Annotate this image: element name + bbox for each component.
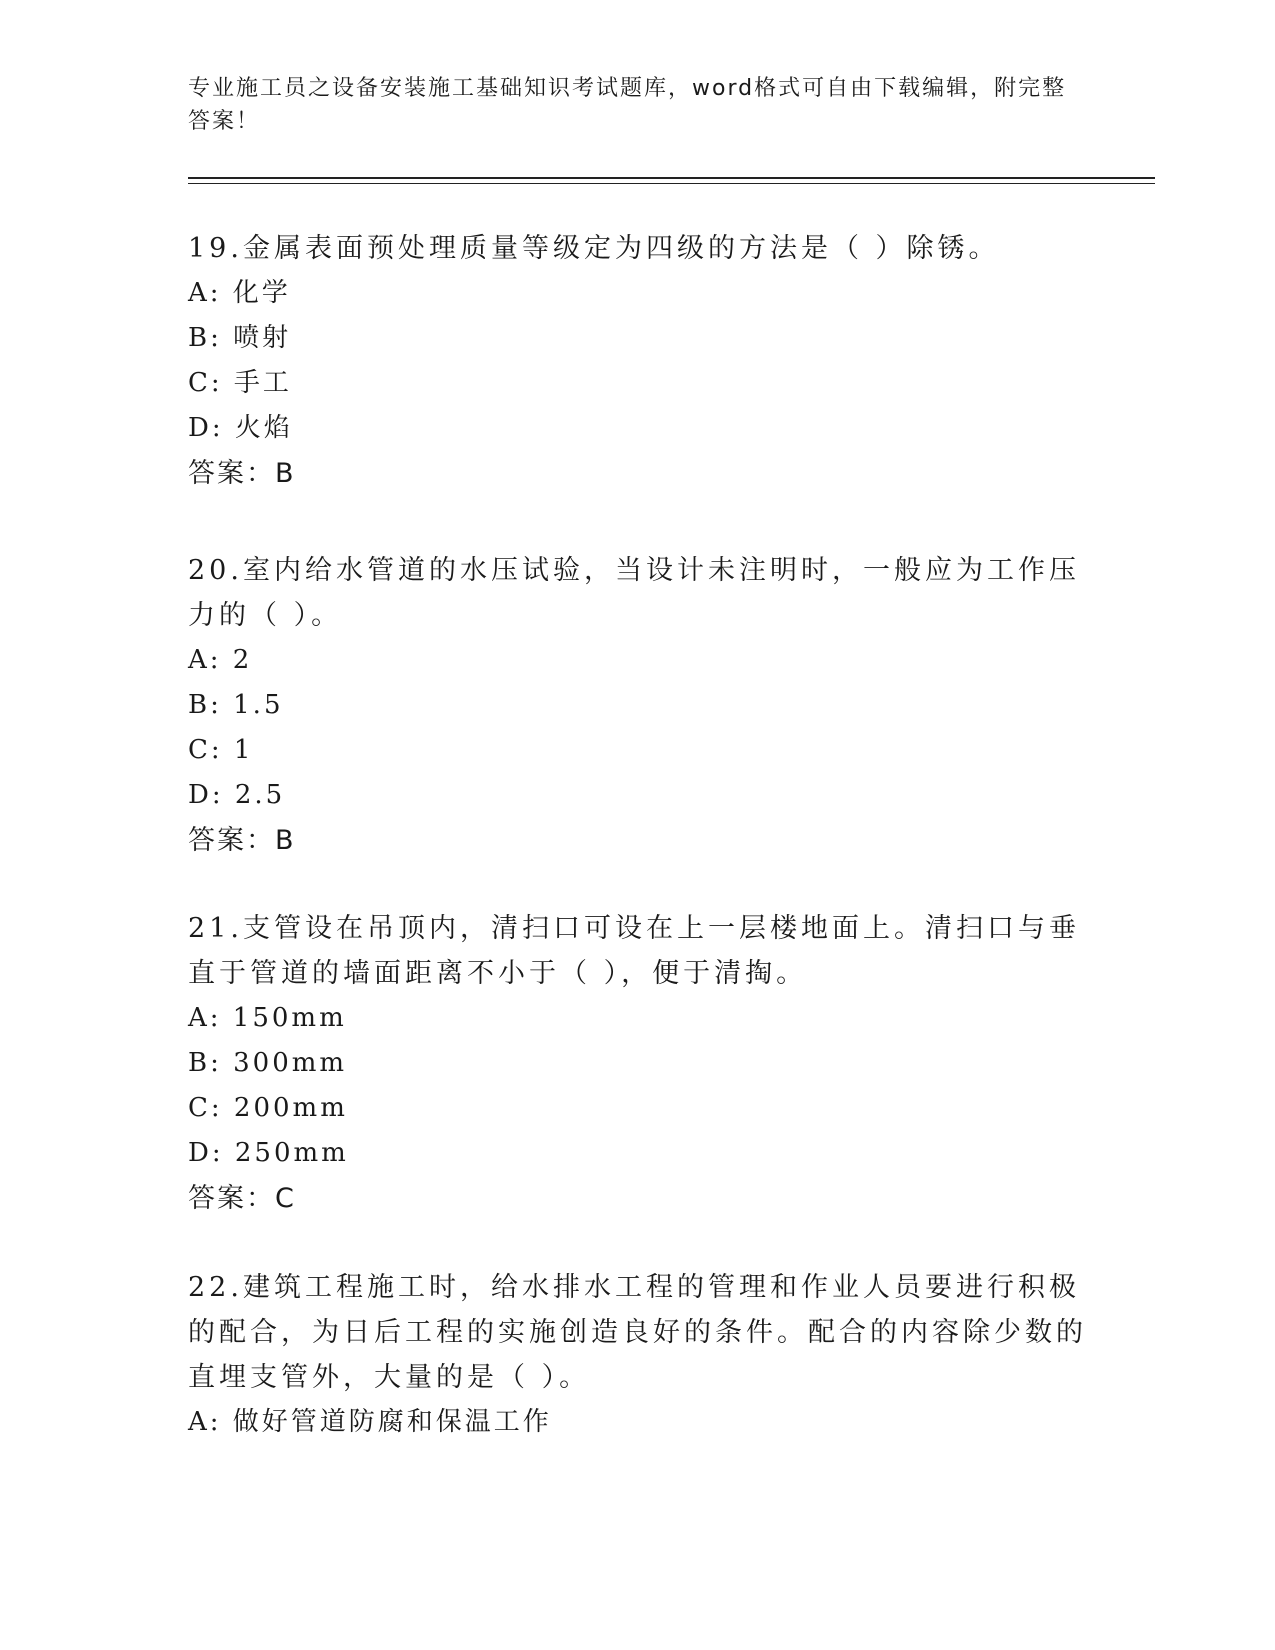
- option-c: C: 1: [188, 735, 254, 765]
- option-d: D: 250mm: [188, 1138, 349, 1168]
- option-b: B: 喷射: [188, 323, 292, 353]
- question-22: [188, 1265, 1088, 1445]
- question-19: [188, 226, 1088, 496]
- option-b: B: 300mm: [188, 1048, 348, 1078]
- option-d: D: 火焰: [188, 413, 293, 443]
- header-divider-thin: [188, 183, 1155, 184]
- answer: 答案：B: [188, 458, 296, 489]
- option-a: A: 2: [188, 645, 253, 675]
- option-a: A: 化学: [188, 278, 291, 308]
- question-20: [188, 548, 1088, 863]
- question-21: [188, 906, 1088, 1221]
- option-b: B: 1.5: [188, 690, 284, 720]
- option-c: C: 200mm: [188, 1093, 348, 1123]
- option-a: A: 150mm: [188, 1003, 347, 1033]
- question-text: 20.室内给水管道的水压试验，当设计未注明时，一般应为工作压力的（ ）。: [188, 555, 1080, 631]
- option-d: D: 2.5: [188, 780, 286, 810]
- question-text: 22.建筑工程施工时，给水排水工程的管理和作业人员要进行积极的配合，为日后工程的实施创造良好的条件。配合的内容除少数的直埋支管外，大量的是（ ）。: [188, 1272, 1087, 1393]
- question-text: 21.支管设在吊顶内，清扫口可设在上一层楼地面上。清扫口与垂直于管道的墙面距离不小于（ ），便于清掏。: [188, 913, 1080, 989]
- header-divider-thick: [188, 177, 1155, 179]
- answer: 答案：B: [188, 825, 296, 856]
- answer: 答案：C: [188, 1183, 296, 1214]
- option-a: A: 做好管道防腐和保温工作: [188, 1407, 552, 1437]
- question-text: 19.金属表面预处理质量等级定为四级的方法是（ ）除锈。: [188, 233, 1000, 264]
- option-c: C: 手工: [188, 368, 292, 398]
- document-header: 专业施工员之设备安装施工基础知识考试题库，word格式可自由下载编辑，附完整答案！: [188, 76, 1067, 134]
